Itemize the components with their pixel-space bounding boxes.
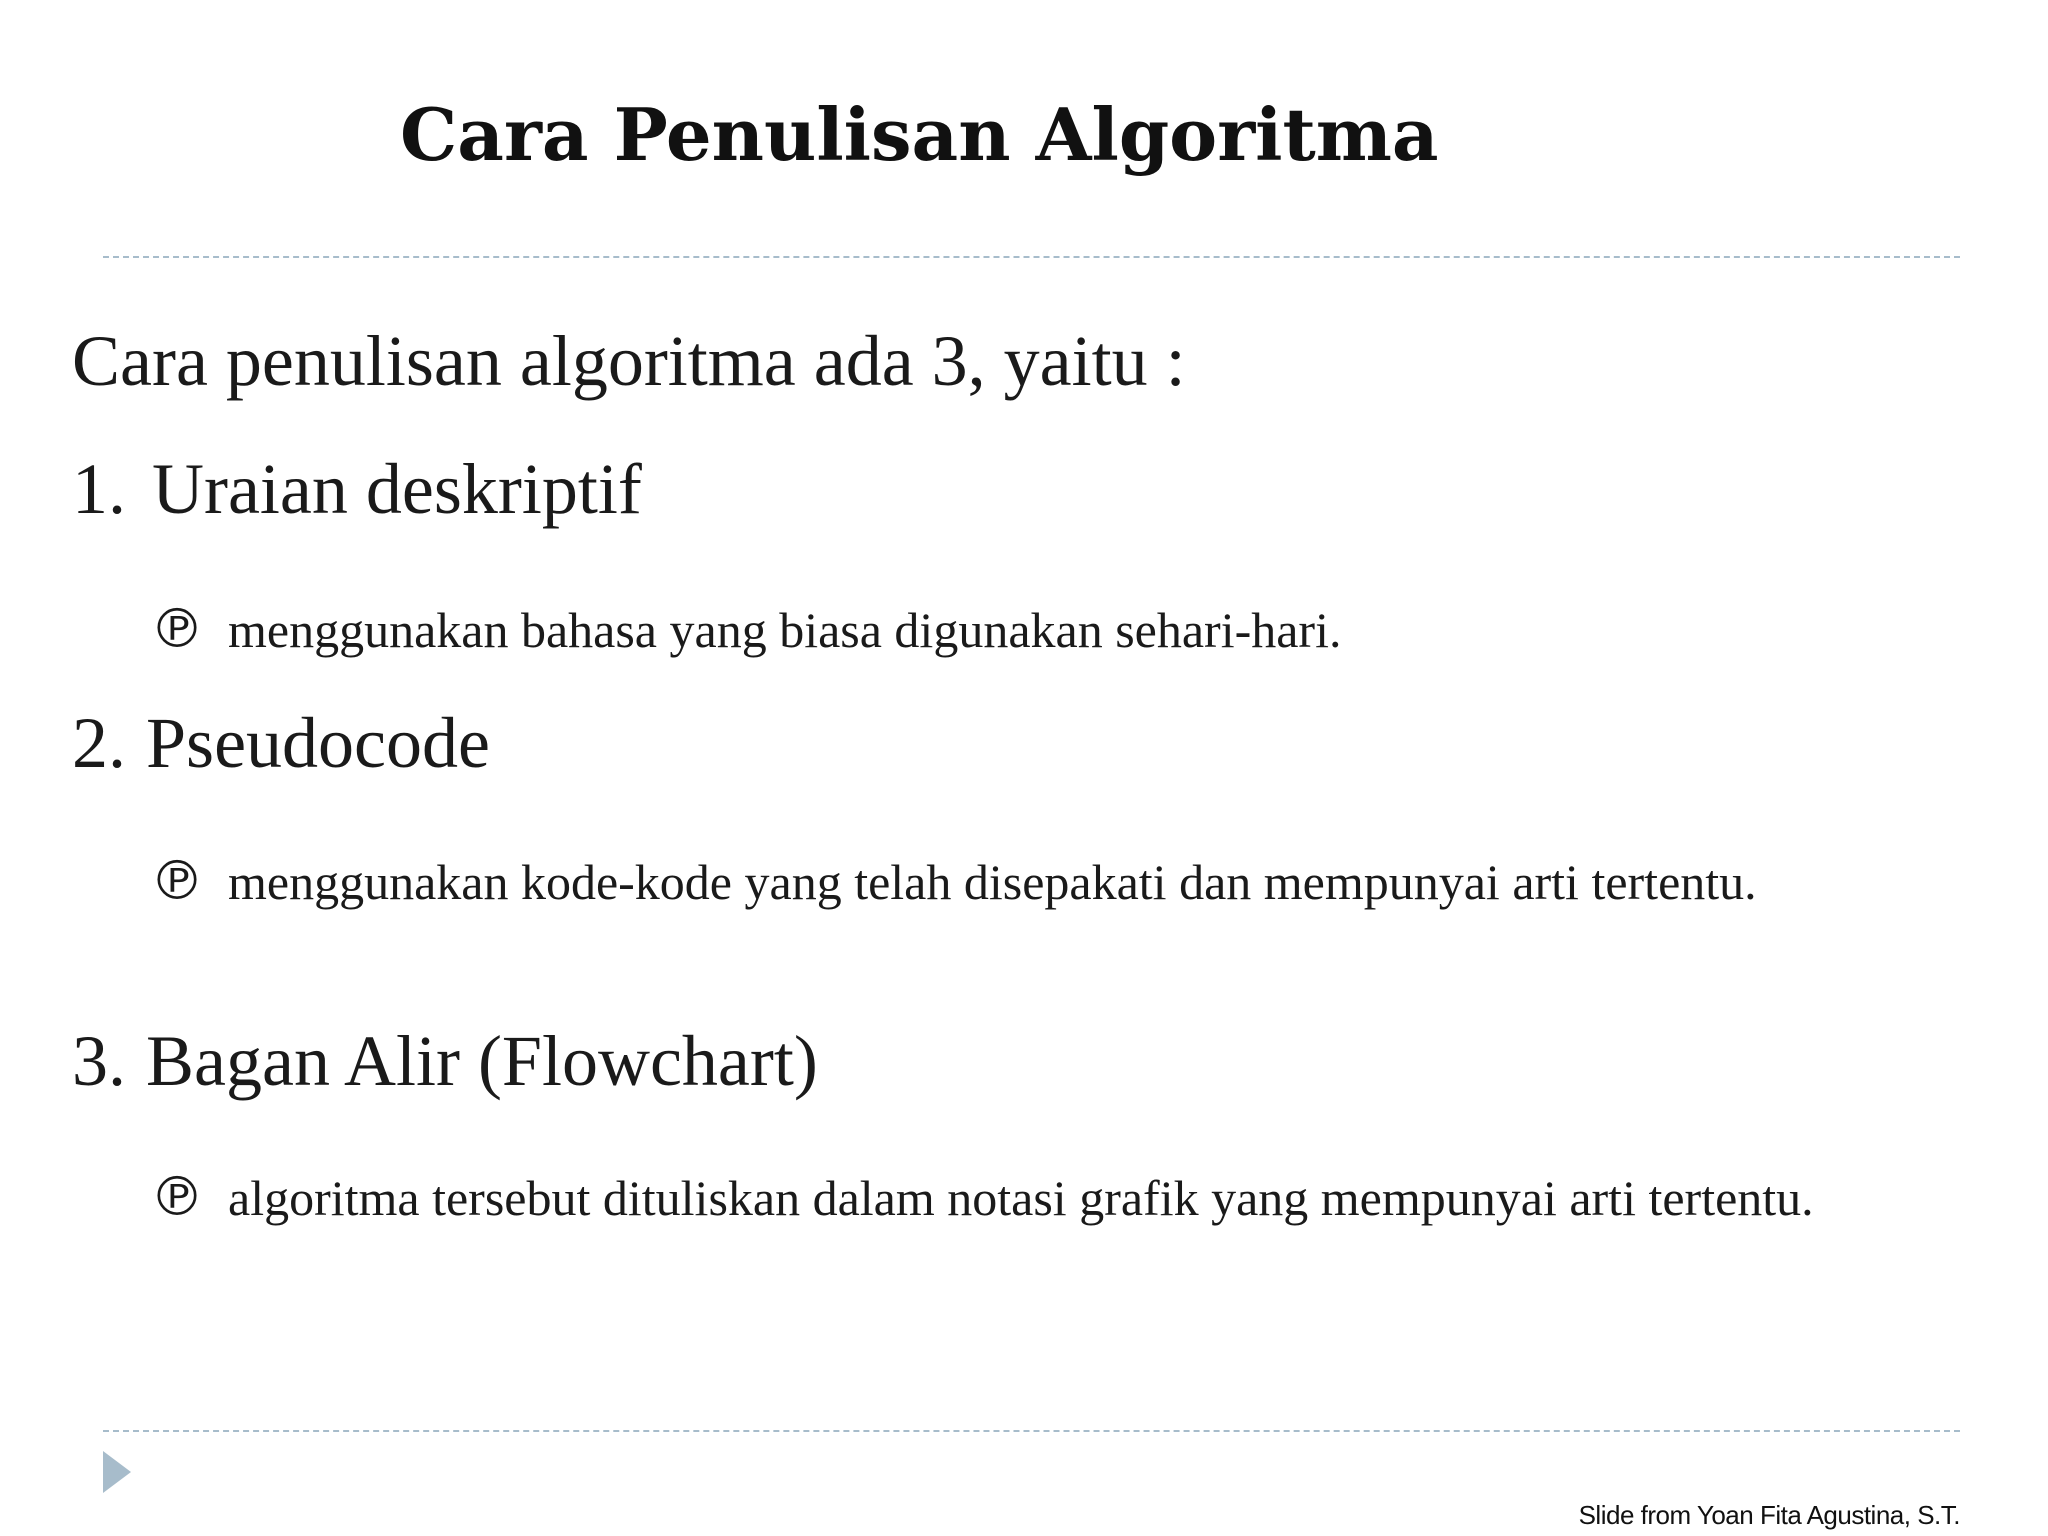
bullet-icon: ℗	[150, 849, 204, 912]
intro-text: Cara penulisan algoritma ada 3, yaitu :	[72, 321, 1186, 401]
slide-title: Cara Penulisan Algoritma	[400, 92, 1439, 177]
item-description-2	[150, 848, 1980, 915]
item-heading-3	[72, 1018, 818, 1104]
slide-credit: Slide from Yoan Fita Agustina, S.T.	[1578, 1500, 1960, 1530]
item-description-3	[150, 1164, 1980, 1231]
item-heading-1	[72, 446, 642, 532]
item-description-text: menggunakan kode-kode yang telah disepakati dan mempunyai arti tertentu.	[228, 854, 1757, 910]
top-divider	[103, 256, 1960, 258]
bottom-divider	[103, 1430, 1960, 1432]
item-description-text: menggunakan bahasa yang biasa digunakan sehari-hari.	[228, 602, 1342, 658]
item-description-1	[150, 596, 1980, 663]
bullet-icon: ℗	[150, 1165, 204, 1228]
item-description-text: algoritma tersebut dituliskan dalam notasi grafik yang mempunyai arti tertentu.	[228, 1170, 1814, 1226]
bullet-icon: ℗	[150, 597, 204, 660]
item-number: 2.	[72, 703, 126, 783]
item-heading-label: Pseudocode	[146, 703, 490, 783]
item-heading-label: Uraian deskriptif	[152, 449, 642, 529]
item-heading-2	[72, 700, 490, 786]
triangle-right-icon[interactable]	[103, 1451, 131, 1493]
item-heading-label: Bagan Alir (Flowchart)	[146, 1021, 818, 1101]
item-number: 1.	[72, 449, 126, 529]
item-number: 3.	[72, 1021, 126, 1101]
